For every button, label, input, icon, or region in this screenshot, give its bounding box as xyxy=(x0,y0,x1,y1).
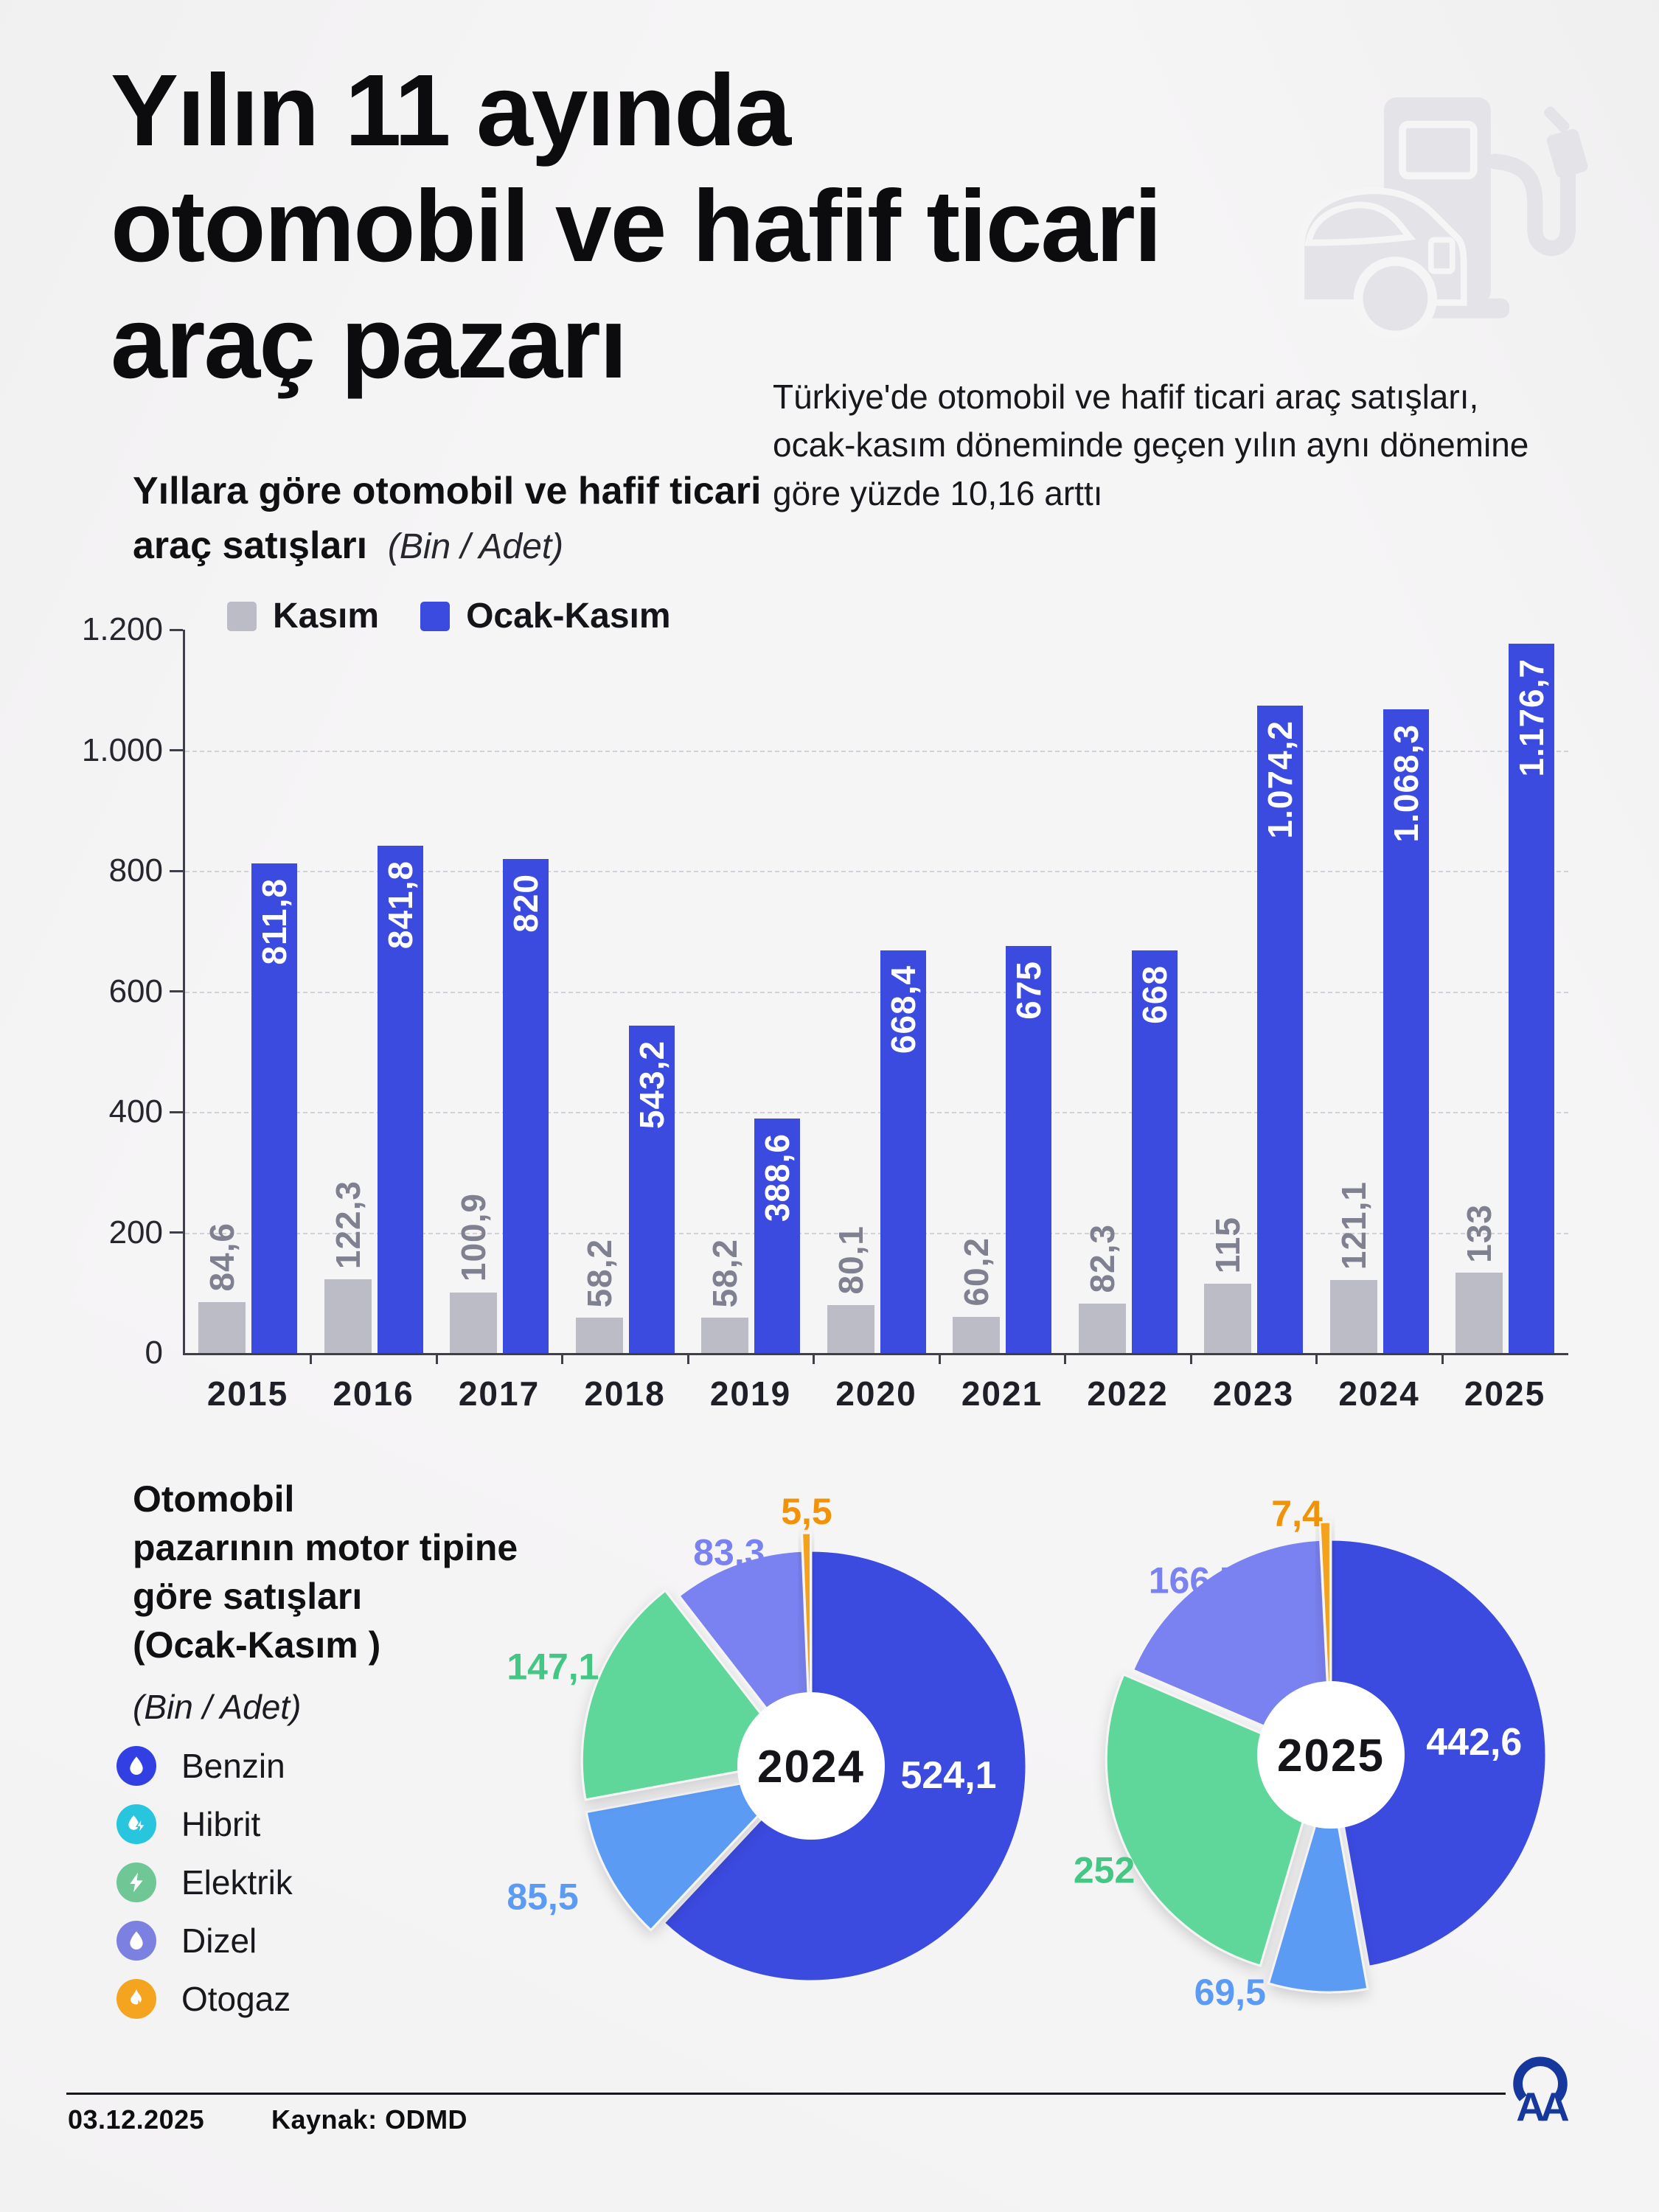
bar-kasim-2023 xyxy=(1204,1284,1251,1353)
pie-value-2025-dizel: 69,5 xyxy=(1194,1972,1266,2014)
x-axis-tick-5 xyxy=(813,1353,815,1364)
y-axis-label-0: 0 xyxy=(145,1335,163,1371)
bar-value-kasim-2025: 133 xyxy=(1460,1203,1498,1263)
pie-value-2025-hibrit: 252 xyxy=(1073,1849,1135,1891)
page-title xyxy=(111,53,1161,401)
bar-value-kasim-2022: 82,3 xyxy=(1082,1224,1121,1293)
fuel-legend-label-elektrik: Elektrik xyxy=(181,1863,293,1902)
pie-value-2024-otogaz: 5,5 xyxy=(781,1491,832,1533)
car-fuel-pump-icon xyxy=(1318,81,1575,329)
pie-title-line-1: Otomobil xyxy=(133,1478,295,1520)
fuel-legend-label-otogaz: Otogaz xyxy=(181,1980,291,2018)
bar-value-kasim-2018: 58,2 xyxy=(580,1238,619,1308)
page-title-line-2: otomobil ve hafif ticari xyxy=(111,170,1161,284)
bar-kasim-2017 xyxy=(450,1293,497,1353)
y-axis-label-1200: 1.200 xyxy=(81,611,163,647)
drop-bolt-icon xyxy=(116,1804,156,1844)
legend-label-ocak-kasim: Ocak-Kasım xyxy=(466,597,671,636)
bar-value-ocak-kasim-2024: 1.068,3 xyxy=(1386,723,1425,843)
pie-chart-2025 xyxy=(999,1408,1659,2109)
bar-value-ocak-kasim-2025: 1.176,7 xyxy=(1512,658,1551,777)
bar-value-kasim-2015: 84,6 xyxy=(203,1222,241,1292)
bar-value-ocak-kasim-2022: 668 xyxy=(1135,964,1174,1024)
page-title-line-3: araç pazarı xyxy=(111,285,627,400)
pie-value-2025-elektrik: 166,7 xyxy=(1148,1559,1241,1601)
x-axis-tick-9 xyxy=(1315,1353,1318,1364)
y-axis-label-800: 800 xyxy=(108,852,163,888)
x-axis-label-2017: 2017 xyxy=(458,1374,540,1413)
y-axis-label-1000: 1.000 xyxy=(81,731,163,768)
bolt-icon xyxy=(116,1863,156,1902)
fuel-legend-item-dizel xyxy=(116,1921,293,1961)
bar-value-ocak-kasim-2016: 841,8 xyxy=(380,860,420,949)
pie-value-2024-benzin: 524,1 xyxy=(900,1754,997,1798)
bar-kasim-2024 xyxy=(1330,1280,1377,1353)
x-axis-tick-3 xyxy=(561,1353,563,1364)
bar-chart-title xyxy=(133,465,774,574)
drop-icon xyxy=(116,1746,156,1786)
bar-value-ocak-kasim-2020: 668,4 xyxy=(883,964,922,1054)
x-axis-label-2024: 2024 xyxy=(1338,1374,1420,1413)
x-axis-tick-2 xyxy=(436,1353,438,1364)
fuel-legend-label-dizel: Dizel xyxy=(181,1921,257,1960)
footer-date: 03.12.2025 xyxy=(68,2104,205,2135)
bar-kasim-2015 xyxy=(198,1302,246,1353)
bar-value-ocak-kasim-2018: 543,2 xyxy=(632,1040,671,1130)
pie-section-title xyxy=(133,1475,518,1669)
fuel-legend-label-hibrit: Hibrit xyxy=(181,1805,261,1843)
bar-value-ocak-kasim-2023: 1.074,2 xyxy=(1261,720,1299,839)
pie-value-2024-elektrik: 83,3 xyxy=(693,1531,765,1573)
x-axis-label-2016: 2016 xyxy=(333,1374,414,1413)
svg-text:AA: AA xyxy=(1516,2084,1565,2126)
gridline-1000 xyxy=(185,751,1568,752)
flame-icon xyxy=(116,1979,156,2019)
x-axis-label-2022: 2022 xyxy=(1087,1374,1169,1413)
y-axis-tick-800 xyxy=(170,870,183,872)
footer-divider xyxy=(66,2093,1506,2095)
pie-title-line-3: göre satışları xyxy=(133,1576,363,1617)
y-axis-tick-1000 xyxy=(170,749,183,751)
fuel-type-legend xyxy=(116,1746,293,2019)
bar-value-ocak-kasim-2015: 811,8 xyxy=(255,878,293,965)
x-axis-tick-1 xyxy=(310,1353,312,1364)
pie-value-2025-otogaz: 7,4 xyxy=(1271,1493,1323,1535)
pie-center-year-2024: 2024 xyxy=(757,1742,865,1792)
x-axis-label-2023: 2023 xyxy=(1212,1374,1295,1413)
x-axis-label-2020: 2020 xyxy=(835,1374,917,1413)
footer-source: Kaynak: ODMD xyxy=(271,2104,468,2135)
y-axis-label-600: 600 xyxy=(108,973,163,1009)
bar-value-kasim-2024: 121,1 xyxy=(1334,1180,1373,1270)
fuel-legend-item-elektrik xyxy=(116,1863,293,1902)
pie-title-line-4: (Ocak-Kasım ) xyxy=(133,1624,381,1666)
legend-label-kasim: Kasım xyxy=(273,597,380,636)
page-title-line-1: Yılın 11 ayında xyxy=(111,54,790,167)
pie-value-2024-hibrit: 147,1 xyxy=(507,1646,599,1688)
x-axis-tick-6 xyxy=(939,1353,941,1364)
bar-kasim-2018 xyxy=(576,1318,623,1353)
x-axis-label-2025: 2025 xyxy=(1464,1374,1546,1413)
x-axis-label-2015: 2015 xyxy=(206,1374,289,1413)
bar-value-kasim-2016: 122,3 xyxy=(328,1180,367,1270)
x-axis-tick-4 xyxy=(687,1353,689,1364)
bar-chart-title-text: Yıllara göre otomobil ve hafif ticari araç satışları xyxy=(133,470,762,567)
legend-swatch-kasim xyxy=(227,602,257,631)
bar-ocak-kasim-2017 xyxy=(503,859,549,1353)
legend-swatch-ocak-kasim xyxy=(420,602,450,631)
bar-value-ocak-kasim-2021: 675 xyxy=(1009,961,1048,1020)
bar-kasim-2022 xyxy=(1079,1304,1126,1353)
fuel-legend-label-benzin: Benzin xyxy=(181,1747,285,1785)
pie-section-unit: (Bin / Adet) xyxy=(133,1688,302,1726)
bar-kasim-2021 xyxy=(953,1317,1000,1353)
fuel-legend-item-benzin xyxy=(116,1746,293,1786)
fuel-legend-item-hibrit xyxy=(116,1804,293,1844)
pie-value-2024-dizel: 85,5 xyxy=(507,1876,579,1918)
fuel-legend-item-otogaz xyxy=(116,1979,293,2019)
y-axis-tick-1200 xyxy=(170,629,183,631)
bar-value-kasim-2023: 115 xyxy=(1208,1216,1247,1273)
bar-value-kasim-2021: 60,2 xyxy=(957,1237,995,1307)
pump-nozzle xyxy=(1537,100,1589,179)
drop-icon xyxy=(116,1921,156,1961)
bar-value-ocak-kasim-2017: 820 xyxy=(507,873,545,933)
y-axis-tick-400 xyxy=(170,1111,183,1113)
anadolu-agency-logo xyxy=(1504,2053,1576,2126)
pie-value-2025-benzin: 442,6 xyxy=(1426,1721,1523,1764)
x-axis-label-2018: 2018 xyxy=(584,1374,666,1413)
pie-title-line-2: pazarının motor tipine xyxy=(133,1527,518,1568)
y-axis-tick-600 xyxy=(170,990,183,992)
y-axis-label-200: 200 xyxy=(108,1214,163,1251)
bar-kasim-2016 xyxy=(324,1279,372,1353)
x-axis-tick-8 xyxy=(1190,1353,1192,1364)
subtitle-text: Türkiye'de otomobil ve hafif ticari araç satışları, ocak-kasım döneminde geçen yılın aynı dönemine göre yüzde 10,16 arttı xyxy=(773,378,1529,512)
bar-kasim-2019 xyxy=(701,1318,748,1353)
x-axis-label-2019: 2019 xyxy=(709,1374,792,1413)
bar-value-kasim-2020: 80,1 xyxy=(831,1225,870,1295)
x-axis-label-2021: 2021 xyxy=(961,1374,1043,1413)
x-axis-tick-10 xyxy=(1441,1353,1444,1364)
pie-center-year-2025: 2025 xyxy=(1277,1731,1385,1781)
bar-value-ocak-kasim-2019: 388,6 xyxy=(758,1133,796,1222)
y-axis-label-400: 400 xyxy=(108,1093,163,1130)
bar-value-kasim-2017: 100,9 xyxy=(454,1193,493,1282)
bar-kasim-2025 xyxy=(1455,1273,1503,1353)
bar-kasim-2020 xyxy=(827,1305,874,1353)
bar-chart-unit: (Bin / Adet) xyxy=(387,526,564,566)
y-axis-tick-200 xyxy=(170,1231,183,1234)
x-axis-tick-7 xyxy=(1064,1353,1066,1364)
bar-value-kasim-2019: 58,2 xyxy=(706,1238,744,1308)
